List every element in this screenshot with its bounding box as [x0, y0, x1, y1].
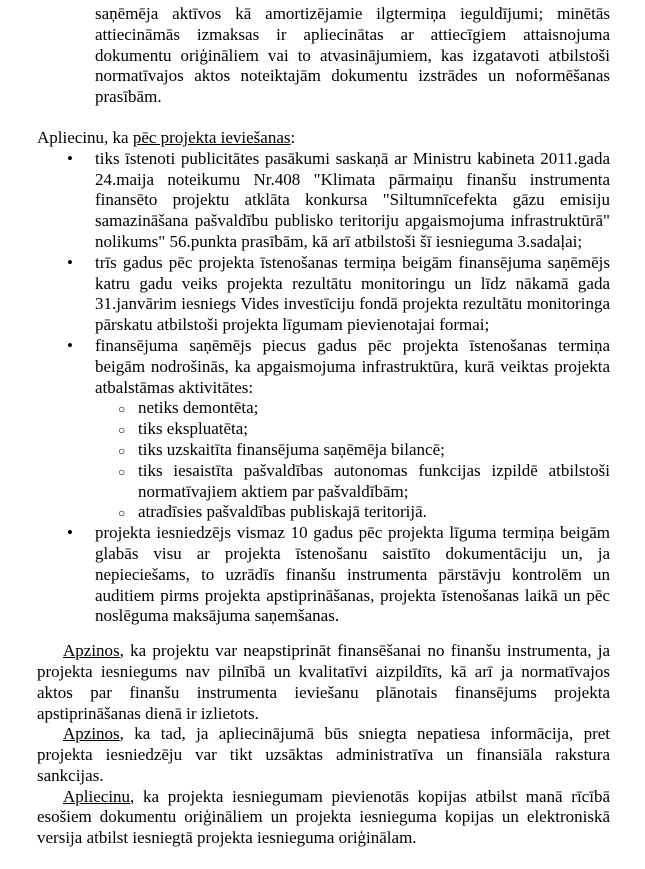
- sub-bullet-text: tiks uzskaitīta finansējuma saņēmēja bilancē;: [138, 439, 445, 459]
- paragraph-lead-underlined: Apzinos: [63, 724, 120, 744]
- section-heading: [37, 128, 610, 149]
- sub-bullet-text: atradīsies pašvaldības publiskajā teritorijā.: [138, 502, 427, 522]
- section-heading-prefix: Apliecinu, ka: [37, 127, 133, 147]
- closing-paragraph: [37, 724, 610, 786]
- bullet-icon: •: [67, 148, 73, 168]
- bullet-text: finansējuma saņēmējs piecus gadus pēc projekta īstenošanas termiņa beigām nodrošinās, ka apgaismojuma infrastruktūra, kurā veiktas projekta atbalstāmas aktivitātes:: [95, 335, 610, 397]
- sub-bullet-list: [95, 398, 610, 523]
- paragraph-text: , ka projekta iesniegumam pievienotās kopijas atbilst manā rīcībā esošiem dokumentu oriģināliem un projekta iesnieguma kopijas un elektroniskā versija atbilst iesniegtā projekta iesnieguma oriģinālam.: [37, 786, 610, 848]
- paragraph-lead-underlined: Apzinos: [63, 641, 120, 661]
- sub-bullet-item: [95, 398, 610, 419]
- closing-paragraph: [37, 787, 610, 849]
- bullet-item: [37, 523, 610, 627]
- circle-bullet-icon: ○: [118, 423, 126, 438]
- circle-bullet-icon: ○: [118, 506, 126, 521]
- section-spacer: [37, 627, 610, 641]
- sub-bullet-item: [95, 440, 610, 461]
- bullet-icon: •: [67, 252, 73, 272]
- circle-bullet-icon: ○: [118, 402, 126, 417]
- bullet-item: [37, 149, 610, 253]
- sub-bullet-item: [95, 461, 610, 503]
- paragraph-text: , ka tad, ja apliecinājumā būs sniegta nepatiesa informācija, pret projekta iesniedzēju var tikt uzsāktas administratīva un finansiāla rakstura sankcijas.: [37, 724, 610, 785]
- bullet-icon: •: [67, 523, 73, 543]
- intro-paragraph: saņēmēja aktīvos kā amortizējamie ilgtermiņa ieguldījumi; minētās attiecināmās izmaksas ir apliecinātas ar attiecīgiem attaisnojuma dokumentu oriģināliem vai to atvasinājumiem, kas izgatavoti atbilstoši normatīvajos aktos noteiktajām dokumentu izstrādes un noformēšanas prasībām.: [95, 4, 610, 107]
- section-heading-underlined: pēc projekta ieviešanas: [132, 127, 291, 147]
- sub-bullet-text: netiks demontēta;: [138, 398, 259, 418]
- bullet-item: [37, 336, 610, 523]
- circle-bullet-icon: ○: [118, 464, 126, 479]
- closing-paragraph: [37, 641, 610, 724]
- section-heading-suffix: :: [290, 127, 296, 147]
- sub-bullet-text: tiks iesaistīta pašvaldības autonomas funkcijas izpildē atbilstoši normatīvajiem aktiem par pašvaldībām;: [138, 460, 610, 501]
- paragraph-lead-underlined: Apliecinu: [63, 786, 131, 806]
- sub-bullet-item: [95, 502, 610, 523]
- bullet-text: trīs gadus pēc projekta īstenošanas termiņa beigām finansējuma saņēmējs katru gadu veiks projekta rezultātu monitoringu un līdz nākamā gada 31.janvārim iesniegs Vides investīciju fondā projekta rezultātu monitoringa pārskatu atbilstoši projekta līgumam pievienotajai formai;: [95, 252, 610, 335]
- bullet-icon: •: [67, 335, 73, 355]
- bullet-list: [37, 149, 610, 627]
- sub-bullet-text: tiks ekspluatēta;: [138, 419, 249, 439]
- circle-bullet-icon: ○: [118, 443, 126, 458]
- paragraph-text: , ka projektu var neapstiprināt finansēšanai no finanšu instrumenta, ja projekta iesniegums nav pilnībā un kvalitatīvi aizpildīts, kā arī ja normatīvajos aktos par finanšu instrumenta ieviešanu plānotais finansējums projekta apstiprināšanas dienā ir izlietots.: [37, 641, 610, 723]
- bullet-text: projekta iesniedzējs vismaz 10 gadus pēc projekta līguma termiņa beigām glabās visu ar projekta īstenošanu saistīto dokumentāciju un, ja nepieciešams, to uzrādīs finanšu instrumenta pārstāvju kontrolēm un auditiem pirms projekta apstiprināšanas, projekta īstenošanas laikā un pēc noslēguma maksājuma saņemšanas.: [95, 523, 610, 626]
- bullet-text: tiks īstenoti publicitātes pasākumi saskaņā ar Ministru kabineta 2011.gada 24.maija noteikumu Nr.408 "Klimata pārmaiņu finanšu instrumenta finansēto projektu atklāta konkursa "Siltumnīcefekta gāzu emisiju samazināšana pašvaldību publisko teritoriju apgaismojuma infrastruktūrā" nolikums" 56.punkta prasībām, kā arī atbilstoši šī iesnieguma 3.sadaļai;: [95, 148, 610, 251]
- bullet-item: [37, 253, 610, 336]
- sub-bullet-item: [95, 419, 610, 440]
